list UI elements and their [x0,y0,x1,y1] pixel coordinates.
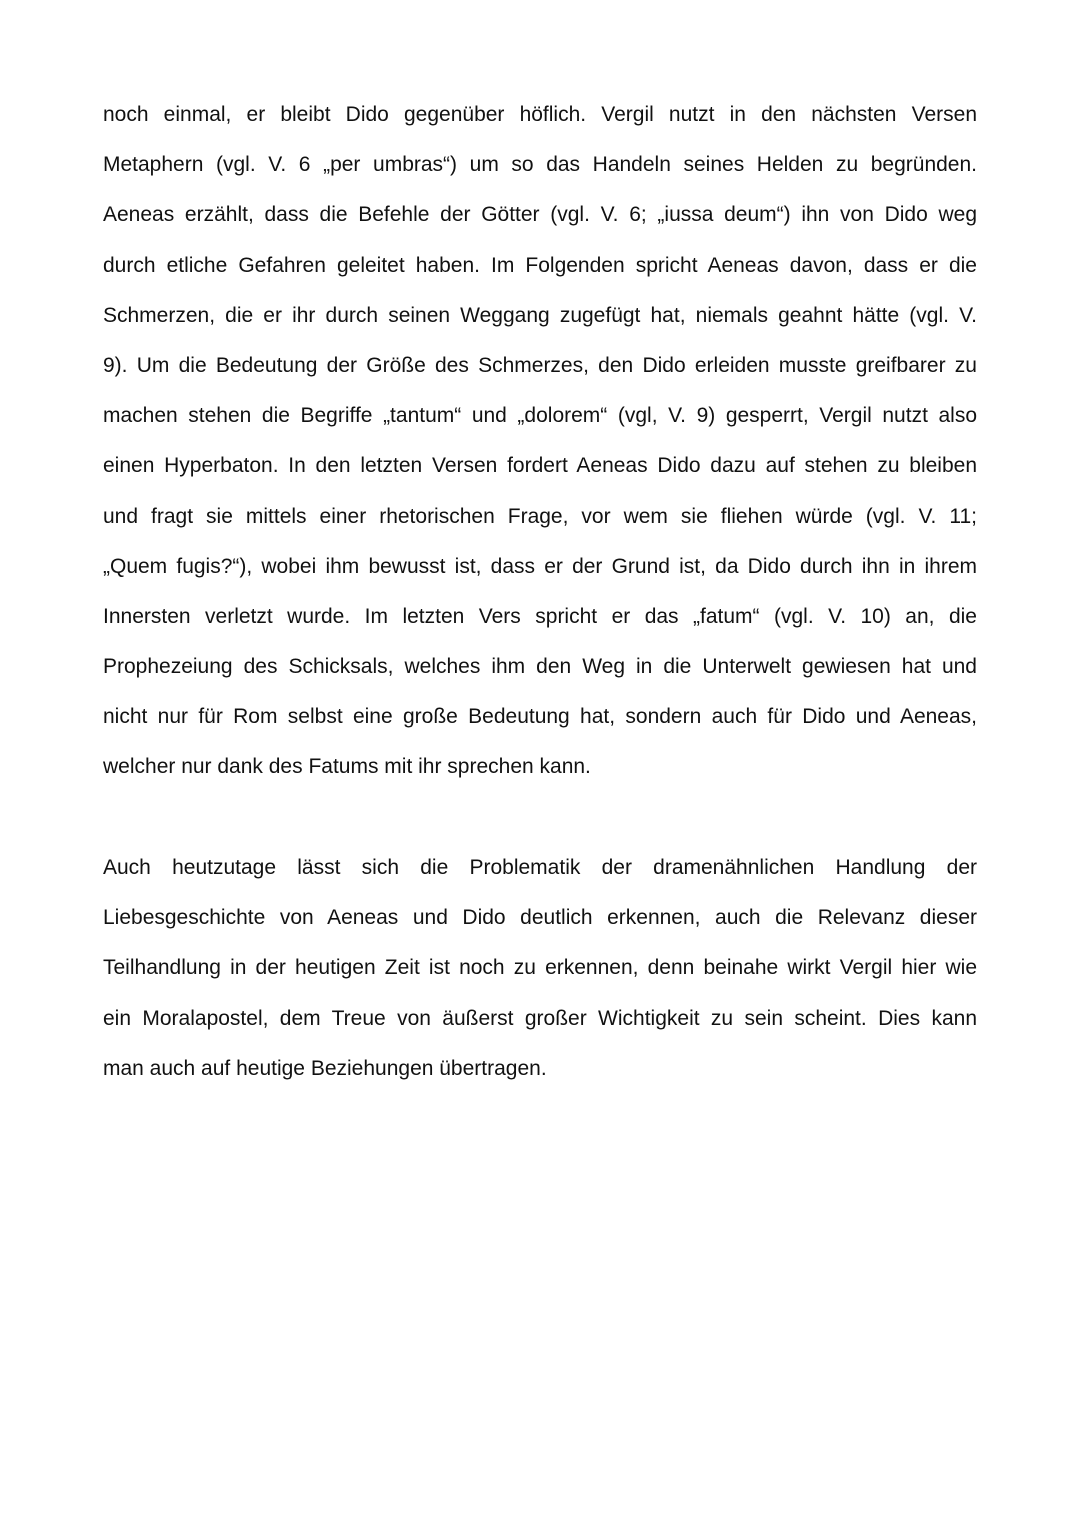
text-line: Liebesgeschichte von Aeneas und Dido deutlich erkennen, auch die Relevanz dieser [103,906,977,930]
text-line: nicht nur für Rom selbst eine große Bedeutung hat, sondern auch für Dido und Aeneas, [103,705,977,729]
text-line: ein Moralapostel, dem Treue von äußerst großer Wichtigkeit zu sein scheint. Dies kann [103,1006,977,1030]
text-line: Innersten verletzt wurde. Im letzten Vers spricht er das „fatum“ (vgl. V. 10) an, die [103,604,977,628]
text-line: Auch heutzutage lässt sich die Problematik der dramenähnlichen Handlung der [103,856,977,879]
text-line: Prophezeiung des Schicksals, welches ihm den Weg in die Unterwelt gewiesen hat und [103,655,977,679]
text-line: noch einmal, er bleibt Dido gegenüber höflich. Vergil nutzt in den nächsten Versen [103,103,977,126]
text-line: Teilhandlung in der heutigen Zeit ist noch zu erkennen, denn beinahe wirkt Vergil hier wie [103,956,977,980]
text-line: durch etliche Gefahren geleitet haben. Im Folgenden spricht Aeneas davon, dass er die [103,253,977,277]
text-line: machen stehen die Begriffe „tantum“ und „dolorem“ (vgl, V. 9) gesperrt, Vergil nutzt also [103,404,977,428]
text-line: Schmerzen, die er ihr durch seinen Weggang zugefügt hat, niemals geahnt hätte (vgl. V. [103,303,977,327]
text-line: welcher nur dank des Fatums mit ihr sprechen kann. [103,755,591,779]
text-line: einen Hyperbaton. In den letzten Versen fordert Aeneas Dido dazu auf stehen zu bleiben [103,454,977,478]
text-line: Aeneas erzählt, dass die Befehle der Götter (vgl. V. 6; „iussa deum“) ihn von Dido weg [103,203,977,227]
text-line: man auch auf heutige Beziehungen übertragen. [103,1056,547,1080]
text-line: 9). Um die Bedeutung der Größe des Schmerzes, den Dido erleiden musste greifbarer zu [103,353,977,377]
text-line: „Quem fugis?“), wobei ihm bewusst ist, dass er der Grund ist, da Dido durch ihn in ihrem [103,554,977,578]
paragraph-conclusion [103,843,977,1094]
text-line: und fragt sie mittels einer rhetorischen Frage, vor wem sie fliehen würde (vgl. V. 11; [103,504,977,528]
text-line: Metaphern (vgl. V. 6 „per umbras“) um so das Handeln seines Helden zu begründen. [103,153,977,177]
paragraph-analysis [103,90,977,793]
